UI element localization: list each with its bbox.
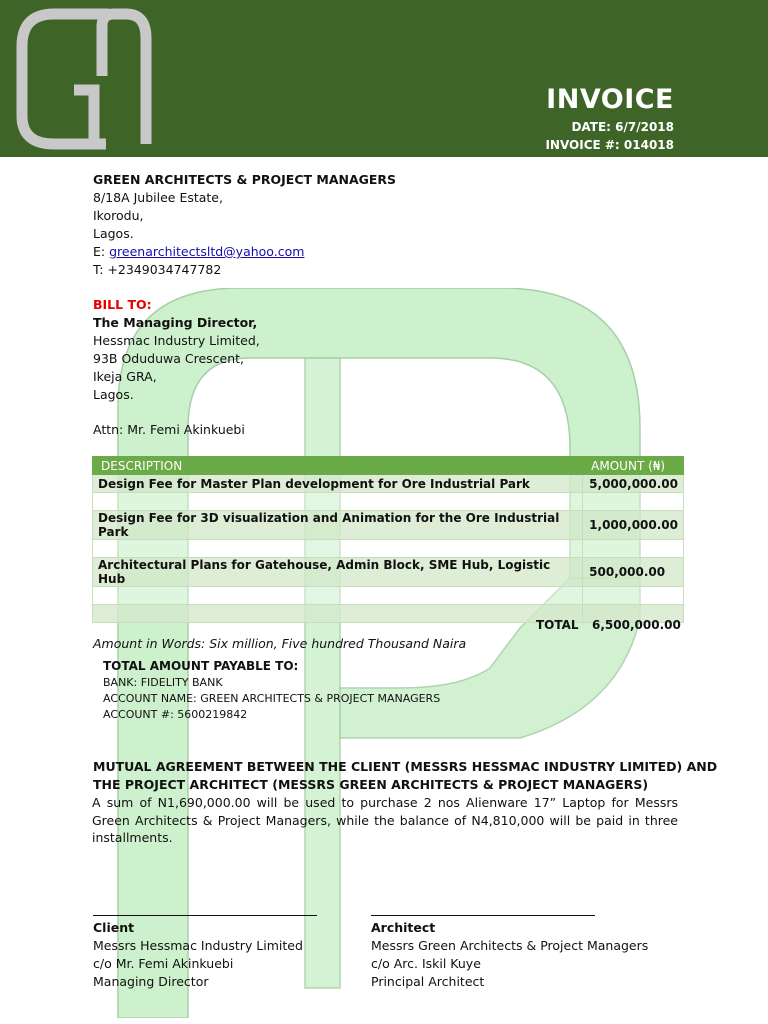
client-line3: Managing Director	[93, 974, 209, 989]
table-row	[93, 540, 684, 558]
total-value: 6,500,000.00	[592, 618, 681, 632]
sender-name: GREEN ARCHITECTS & PROJECT MANAGERS	[93, 172, 397, 187]
watermark-logo-icon	[100, 288, 660, 1018]
row-amount	[583, 540, 684, 558]
amount-in-words: Amount in Words: Six million, Five hundred Thousand Naira	[93, 636, 467, 651]
table-row	[93, 511, 684, 540]
bill-to-attn: Attn: Mr. Femi Akinkuebi	[93, 422, 245, 437]
sender-address-line1: 8/18A Jubilee Estate,	[93, 190, 223, 205]
invoice-items-table	[92, 456, 684, 623]
row-description: Architectural Plans for Gatehouse, Admin Block, SME Hub, Logistic Hub	[93, 558, 583, 587]
architect-line1: Messrs Green Architects & Project Managers	[371, 938, 649, 953]
row-description: Design Fee for Master Plan development for Ore Industrial Park	[93, 475, 583, 493]
invoice-title: INVOICE	[546, 84, 674, 115]
invoice-number: INVOICE #: 014018	[545, 138, 674, 152]
row-description	[93, 540, 583, 558]
row-description: Design Fee for 3D visualization and Animation for the Ore Industrial Park	[93, 511, 583, 540]
bill-to-address-line2: Ikeja GRA,	[93, 369, 157, 384]
bill-to-label: BILL TO:	[93, 297, 152, 312]
sender-email-label: E:	[93, 244, 110, 259]
payment-heading: TOTAL AMOUNT PAYABLE TO:	[103, 659, 299, 673]
sender-address-line2: Ikorodu,	[93, 208, 144, 223]
description-header: DESCRIPTION	[93, 457, 583, 475]
row-amount: 5,000,000.00	[583, 475, 684, 493]
row-amount	[583, 587, 684, 605]
client-line1: Messrs Hessmac Industry Limited	[93, 938, 303, 953]
table-row	[93, 475, 684, 493]
architect-line2: c/o Arc. Iskil Kuye	[371, 956, 481, 971]
sender-address-line3: Lagos.	[93, 226, 134, 241]
bill-to-company: Hessmac Industry Limited,	[93, 333, 260, 348]
sender-email-row	[93, 243, 304, 261]
agreement-body: A sum of N1,690,000.00 will be used to purchase 2 nos Alienware 17” Laptop for Messrs Green Architects & Project Managers, while the balance of N4,810,000 will be paid in three installments.	[92, 795, 678, 846]
amount-header: AMOUNT (₦)	[583, 457, 684, 475]
row-amount: 500,000.00	[583, 558, 684, 587]
bill-to-address-line3: Lagos.	[93, 387, 134, 402]
row-amount: 1,000,000.00	[583, 511, 684, 540]
row-amount	[583, 493, 684, 511]
row-description	[93, 605, 583, 623]
architect-line3: Principal Architect	[371, 974, 485, 989]
client-signature-line	[93, 915, 317, 916]
client-line2: c/o Mr. Femi Akinkuebi	[93, 956, 234, 971]
ga-monogram-logo-icon	[14, 8, 164, 152]
agreement-heading-line2: THE PROJECT ARCHITECT (MESSRS GREEN ARCHITECTS & PROJECT MANAGERS)	[93, 777, 649, 792]
row-description	[93, 587, 583, 605]
bill-to-address-line1: 93B Oduduwa Crescent,	[93, 351, 245, 366]
bill-to-recipient: The Managing Director,	[93, 315, 258, 330]
payment-account-name: ACCOUNT NAME: GREEN ARCHITECTS & PROJECT MANAGERS	[103, 692, 441, 705]
total-label: TOTAL	[536, 618, 579, 632]
architect-signature-line	[371, 915, 595, 916]
table-row	[93, 587, 684, 605]
payment-bank: BANK: FIDELITY BANK	[103, 676, 223, 689]
table-row	[93, 558, 684, 587]
invoice-header	[0, 0, 768, 157]
sender-email-link[interactable]: greenarchitectsltd@yahoo.com	[109, 244, 305, 259]
agreement-heading-line1: MUTUAL AGREEMENT BETWEEN THE CLIENT (MESSRS HESSMAC INDUSTRY LIMITED) AND	[93, 759, 718, 774]
architect-role: Architect	[371, 920, 436, 935]
invoice-date: DATE: 6/7/2018	[571, 120, 674, 134]
row-description	[93, 493, 583, 511]
table-row	[93, 493, 684, 511]
payment-account-number: ACCOUNT #: 5600219842	[103, 708, 248, 721]
sender-phone: T: +2349034747782	[93, 262, 222, 277]
table-header-row	[93, 457, 684, 475]
client-role: Client	[93, 920, 135, 935]
